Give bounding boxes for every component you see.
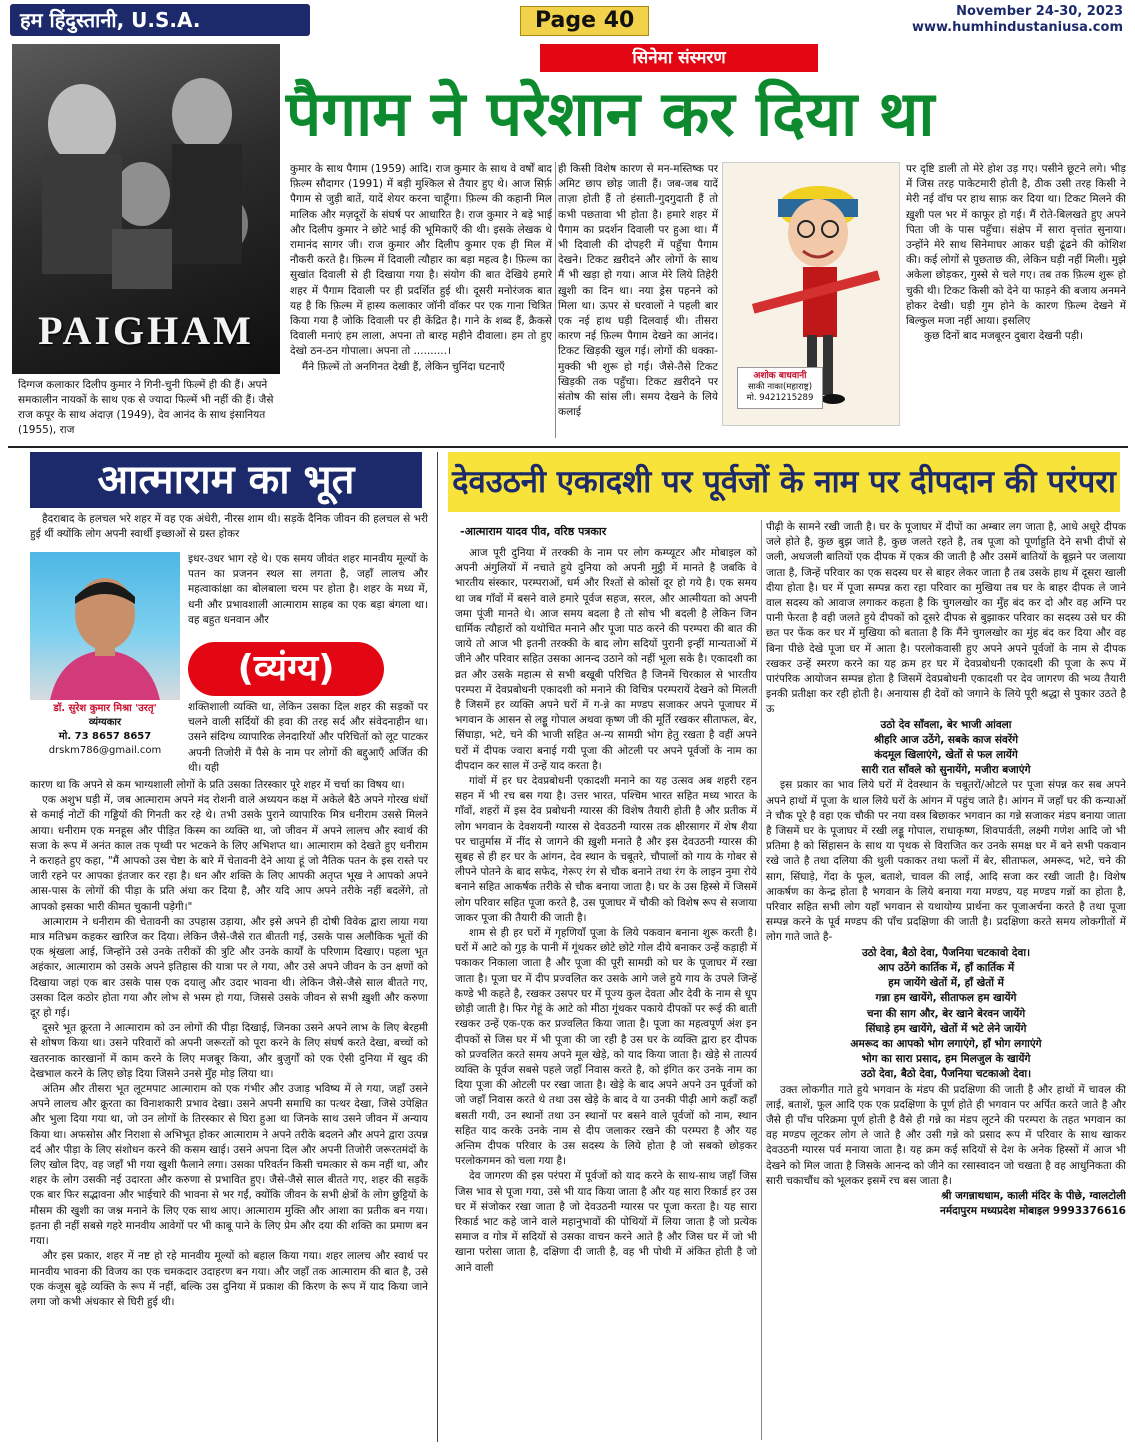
paragraph: आत्माराम ने धनीराम की चेतावनी का उपहास उड़ाया, और इसे अपने ही दोषी विवेक द्वारा लाया गया मात्र मतिभ्रम कहकर खारिज कर दिया। लेकिन जैसे-जैसे रात बीतती गई, उसके पास अलौकिक भूतों की एक श्रृंखला आई, जिन्होंने उसे उनके तरीकों की त्रुटि और उनके कार्यों के परिणाम दिखाए। पहला भूत अहंकार, आत्माराम को उसके अपने इतिहास की यात्रा पर ले गया, और उसे अपने जीवन के उन क्षणों को दिखाया जहां एक बार उसके पास एक दयालु और उदार भावना थी। लेकिन जैसे-जैसे साल बीतते गए, उसका दिल कठोर होता गया और लोभ से भस्म हो गया, जिससे उसके जीवन से सभी ख़ुशी और करुणा दूर हो गई।	[30, 915, 428, 1020]
devuthani-col-2	[766, 520, 1126, 1442]
paper-name: हम हिंदुस्तानी, U.S.A.	[10, 4, 310, 36]
paragraph: कारण था कि अपने से कम भाग्यशाली लोगों के प्रति उसका तिरस्कार पूरे शहर में चर्चा का विषय था।	[30, 779, 405, 791]
verse-line: हम जायेंगे खेतों में, हाँ खेतों में	[888, 977, 1004, 990]
column-rule	[555, 162, 556, 438]
paragraph: पीढ़ी के सामने रखी जाती है। घर के पूजाघर में दीपों का अम्बार लग जाता है, आधे अधूरे दीपक जले होते है, कुछ बुझ जाते है, कुछ जलते रहते है, तब पूजा को पूर्णाहुति देने सभी दीपों से जली, अधजली बातियों एक दीपक में एकत्र की जाती है और उसमें बातियों के बूझने पर जलाया जाता है, जिन्हें परिवार का एक सदस्य घर से बाहर लेकर जाता है तब उसके हाथ में दूसरा खाली दीया होता है। घर में पूजा सम्पन्न करा रहा परिवार का मुखिया तब घर के बाहर दीपक ले जाने वाल सदस्य को आवाज लगाकर कहता है कि चुगलखोर का मुँह बंद कर दो और वह अग्नि पर पानी फेरता है वही जलते हुये दीपकों को दूसरे दीपक से बुझाकर परिवार का सदस्य उसे घर की छत पर फेंक कर घर में मुखिया को बताता है कि मैंने चुगलखोर का मुंह बंद कर दिया और वह बिना पीछे देखे पूजा घर में आता है। परलोकवासी हुए अपने अपने पूर्वजों के नाम से दीपक रखकर उन्हें स्मरण करने का यह क्रम हर घर में देवप्रबोधनी एकादशी की पूजा के रूप में पारंपरिक आयोजन सम्पन्न होता है जिसमें देवप्रबोधनी एकादशी पर देव जागरण की भव्य तैयारी इनकी प्रतीक्षा कर रही होती है। अनायास ही देवों को जगाने के लिये पूरी श्रद्धा से पुकार उठते है ऊ	[766, 521, 1126, 716]
verse-line: सारी रात साँवले को सुनायेंगे, मजीरा बजाएंगे	[861, 764, 1031, 777]
verse-line: उठो देवा, बैठो देवा, पैजनिया चटकावो देवा।	[861, 946, 1031, 959]
paragraph: शक्तिशाली व्यक्ति था, लेकिन उसका दिल शहर की सड़कों पर चलने वाली सर्दियों की हवा की तरह सर्द और संवेदनाहीन था। उसने संदिग्ध व्यापारिक लेनदारियों और परिचितों को लूट पाटकर अपनी तिजोरी में पैसे के नाम पर लोगों की बद्दुआएँ अर्जित की थी। यही	[188, 701, 428, 774]
caricature-name: अशोक बाधवानी	[753, 371, 807, 381]
issue-date: November 24-30, 2023	[956, 4, 1123, 19]
paragraph: पर दृष्टि डाली तो मेरे होश उड़ गए। पसीने छूटने लगे। भीड़ में जिस तरह पाकेटमारी होती है, ठीक उसी तरह किसी ने मेरी नई वॉच पर हाथ साफ़ कर दिया था। टिकट मिलने की ख़ुशी पल भर में काफूर हो गई। मैं रोते-बिलखते हुए अपने पिता जी के पास पहुँचा। संक्षेप में सारा वृत्तांत सुनाया। उन्होंने मेरे साथ सिनेमाघर आकर घड़ी ढूंढने की कोशिश की। कई लोगों से पूछताछ की, लेकिन घड़ी नहीं मिली। मुझे अकेला छोड़कर, गुस्से से चले गए। तब तक फ़िल्म शुरू हो चुकी थी। टिकट किसी को देने या फाड़ने की बजाय अनमने होकर देखी। घड़ी गुम होने के कारण फ़िल्म देखने में बिल्कुल मजा नहीं आया। इसलिए	[906, 163, 1126, 328]
author-signature-address: श्री जगन्नाथधाम, काली मंदिर के पीछे, ग्वालटोली	[941, 1189, 1126, 1202]
caricature-phone: मो. 9421215289	[746, 393, 814, 403]
paragraph: दूसरे भूत क्रूरता ने आत्माराम को उन लोगों की पीड़ा दिखाई, जिनका उसने अपने लाभ के लिए बेरहमी से शोषण किया था। उसने परिवारों को अपनी जरूरतों को पूरा करने के लिए संघर्ष करते देखा, बच्चों को खतरनाक कारखानों में काम करने के लिए मजबूर किया, और बुज़ुर्गों को एक ऐसी दुनिया में खुद की देखभाल करने के लिए छोड़ दिया जिसने उनसे मुँह मोड़ लिया था।	[30, 1022, 428, 1080]
paragraph: इधर-उधर भाग रहे थे। एक समय जीवंत शहर मानवीय मूल्यों के पतन का प्रजनन स्थल सा लगता है, जहाँ लालच और महत्वाकांक्षा का बोलबाला चरम पर होता है। शहर के मध्य में, धनी और प्रभावशाली आत्माराम साहब का एक बड़ा बंगला था। वह बहुत धनवान और	[188, 553, 428, 626]
author-signature-contact: नर्मदापुरम मध्यप्रदेश मोबाइल 9993376616	[940, 1205, 1126, 1218]
paragraph: एक अशुभ घड़ी में, जब आत्माराम अपने मंद रोशनी वाले अध्ययन कक्ष में अकेले बैठे अपने गोरख धंधों से कमाई नोटों की गड्डियों की गिनती कर रहे थे। तभी उसके पुराने व्यापारिक मित्र धनीराम उससे मिलने आया। धनीराम एक मनहूस और पीड़ित किस्म का व्यक्ति था, जो जीवन में अपने लालच और स्वार्थ की सजा के रूप में अनंत काल तक पृथ्वी पर भटकने के लिए अभिशप्त था। आत्माराम को देखते हुए धनीराम ने कराहते हुए कहा, "मैं आपको उस चेष्टा के बारे में चेतावनी देने आया हूं जो नैतिक पतन के इस रास्ते पर जारी रहने पर आपका इंतजार कर रहा है। धन और शक्ति के लिए आपकी अतृप्त भूख ने आपको अपने आस-पास के लोगों की पीड़ा के प्रति अंधा कर दिया है, और यदि आप अपने तरीके नहीं बदलेंगे, तो आपको इसका भारी कीमत चुकानी पड़ेगी।"	[30, 794, 428, 913]
column-rule	[761, 520, 762, 1440]
paragraph: कुमार के साथ पैगाम (1959) आदि। राज कुमार के साथ वे वर्षों बाद फ़िल्म सौदागर (1991) में बड़ी मुश्किल से तैयार हुए थे। आज सिर्फ़ पैगाम से जुड़ी बातें, यादें शेयर करना चाहूँगा। फ़िल्म की कहानी मिल मालिक और मज़दूरों के संघर्ष पर आधारित है। राज कुमार ने बड़े भाई और दिलीप कुमार ने छोटे भाई की भूमिकाएँ की थी। इसके लेखक थे रामानंद सागर जी। राज कुमार और दिलीप कुमार एक ही मिल में नौकरी करते है। फ़िल्म में दिवाली त्यौहार का बड़ा महत्व है। फ़िल्म का सुखांत दिवाली से ही दिखाया गया है। संयोग की बात देखिये हमारे शहर में पैगाम दिवाली पर ही प्रदर्शित हुई थी। दूसरी मनोरंजक बात यह है कि फ़िल्म में हास्य कलाकार जॉनी वॉकर पर एक गाना चित्रित किया गया है जोकि दिवाली पर ही केंद्रित है। गाने के शब्द हैं, क्रैकसे दिवाली मनाएं हम लाला, अपना तो बारह महीने दीवाला। हम तो हुए देखो ठन-ठन गोपाला। अपना तो ..........।	[290, 163, 552, 358]
satire-badge: (व्यंग्य)	[188, 642, 384, 696]
caricature-name-card	[737, 367, 823, 409]
atmaram-side-top	[188, 552, 428, 640]
byline: -आत्माराम यादव पीव, वरिष्ठ पत्रकार	[460, 525, 607, 538]
main-headline: पैगाम ने परेशान कर दिया था	[286, 77, 935, 150]
top-article-col-2	[558, 162, 718, 440]
atmaram-intro	[30, 512, 428, 546]
author-portrait	[30, 552, 180, 700]
paragraph: मैंने फ़िल्में तो अनगिनत देखी हैं, लेकिन चुनिंदा घटनाएँ	[302, 360, 505, 373]
section-tag: सिनेमा संस्मरण	[540, 44, 818, 72]
author-caricature	[722, 162, 900, 426]
paragraph: कुछ दिनों बाद मजबूरन दुबारा देखनी पड़ी।	[924, 330, 1084, 343]
top-article-col-3	[906, 162, 1126, 440]
atmaram-body	[30, 778, 428, 1442]
poster-logo: PAIGHAM	[38, 308, 254, 353]
paragraph: हैदराबाद के हलचल भरे शहर में वह एक अंधेरी, नीरस शाम थी। सड़कें दैनिक जीवन की हलचल से भरी हुई थीं क्योंकि लोग अपनी स्वार्थी इच्छाओं से ग्रस्त होकर	[30, 513, 428, 541]
poster-caption: दिग्गज कलाकार दिलीप कुमार ने गिनी-चुनी फिल्में ही की हैं। अपने समकालीन नायकों के साथ एक से ज्यादा फिल्में भी नहीं की हैं। जैसे राज कपूर के साथ अंदाज़ (1949), देव आनंद के साथ इंसानियत (1955), राज	[18, 379, 274, 436]
author-phone: मो. 73 8657 8657	[58, 731, 152, 742]
paragraph: अंतिम और तीसरा भूत लूटमपाट आत्माराम को एक गंभीर और उजाड़ भविष्य में ले गया, जहाँ उसने अपने लालच और क्रूरता का विनाशकारी प्रभाव देखा। उसने अपनी समाधि का पत्थर देखा, जिसे उपेक्षित और भुला दिया गया था, जो उन लोगों के तिरस्कार से घिरा हुआ था जिनके साथ उसने जीवन में अन्याय किया था। अफसोस और निराशा से अभिभूत होकर आत्माराम ने अपने तरीके बदलने और अपने द्वारा उत्पन्न दर्द और पीड़ा के लिए संशोधन करने की कसम खाई। उसने अपना दिल और अपनी तिजोरी जरूरतमंदों के लिए खोल दिए, वह जहाँ भी गया खुशी फैलाने लगा। उसका परिवर्तन किसी चमत्कार से कम नहीं था, और शहर के लोग उसकी नई उदारता और करुणा से प्रभावित हुए। जैसे-जैसे साल बीतते गए, शहर की सड़कें एक बार फिर सद्भावना और भाईचारे की भावना से भर गईं, क्योंकि जीवन के सभी क्षेत्रों के लोग छुट्टियों के मौसम की खुशी का जश्न मनाने के लिए एक साथ आए। आत्माराम मुक्ति और आशा का प्रतीक बन गया। इतना ही नहीं सबसे गहरे मानवीय आवेगों पर भी काबू पाने के लिए प्रेम और दया की शक्ति का प्रमाण बन गया।	[30, 1083, 428, 1248]
author-name: डॉ. सुरेश कुमार मिश्रा 'उरतृ'	[53, 703, 157, 714]
author-role: व्यंग्यकार	[88, 717, 122, 728]
paragraph: आज पूरी दुनिया में तरक्की के नाम पर लोग कम्प्यूटर और मोबाइल को अपनी अंगुलियों में नचाते हुये दुनिया को अपनी मुट्ठी में मानते है जबकि वे भारतीय संस्कार, परम्पराओं, धर्म और रिश्तों से कोसों दूर हो गये है। एक समय था जब गाँवों में बसने वाले हमारे पूर्वज सहज, सरल, और आत्मीयता को अपनी जमा पूंजी मानते थे। आज समय बदला है तो सोच भी बदली है लेकिन जिन धार्मिक त्यौहारों को यथोचित मनाने और पूजा पाठ करने की परम्परा की बात की जाये तो आज भी इतनी तरक्की के बाद लोग सदियों पुरानी इन्हीं मान्यताओं में जीने और परिवार सहित उसका आनन्द उठाने को नहीं भूला सके है। एकादशी का व्रत और उसके महात्म से सभी बखूबी परिचित है जिनमें चिरकाल से भारतीय परम्परा में देवप्रबोधनी एकादशी को मनाने की विचित्र परम्परायें देखने को मिलती है जिसमें हर व्यक्ति अपने घरों में ग-न्ने का मण्डप सजाकर अपने पूजाघर में भगवान के आसन से लड्डू गोपाल अथवा कृष्ण जी की मूर्ति रखकर सीताफल, बेर, सिंघाड़ा, भटे, चने की भाजी सहित अ-न्य सामग्री भोग हेतु रखता है वहीं अपने घरों में दीपक ज्वारा बनाई गयी पूजा की ओटली पर अपने पूर्वजों के नाम का दीपदान कर साल में उन्हें याद करता है।	[455, 547, 757, 772]
paragraph: उक्त लोकगीत गाते हुये भगवान के मंडप की प्रदक्षिणा की जाती है और हाथों में चावल की लाई, बताशें, फूल आदि एक एक प्रदक्षिणा के पूर्ण होते ही भगवान पर अर्पित करते जाते है और जैसे ही पाँच परिक्रमा पूर्ण होती है वैसे ही गन्ने का मंडप लूटने की परम्परा के तहत भगवान का वह मण्डप लूटकर लोग ले जाते है और उसी गन्ने को प्रसाद रूप में परिवार के साथ खाकर देवउठनी ग्यारस पर्व मनाया जाता है। यह क्रम कई सदियों से देश के अनेक हिस्सों में आज भी देखने को मिल जाता है जिसके आनन्द को जीने का रसास्वादन जो चखता है वह आधुनिकता की सारी चकाचौंध को भूलकर इसमें रच बस जाता है।	[766, 1083, 1126, 1187]
paigham-poster-image	[12, 44, 280, 374]
masthead	[0, 0, 1135, 40]
page-number: Page 40	[520, 6, 649, 36]
author-photo	[30, 552, 180, 700]
paragraph: इस प्रकार का भाव लिये घरों में देवस्थान के चबूतरों/ओटले पर पूजा संपन्न कर सब अपने अपने हाथों में पूजा के थाल लिये घरों के आंगन में पहुंच जाते है। आंगन में जहाँ घर की कन्याओं ने चौक पूरे है वहा एक चौकी पर नया वस्त्र बिछाकर भगवान का गन्ने सजाकर मंडप बनाया जाता है जिसमें घर के पूजाघर में रखी लड्डू गोपाल, राधाकृष्ण, शिवपार्वती, लक्ष्मी गणेश आदि जो भी प्रतिमा है को सिंहासन के साथ या पृथक से विराजित कर उनके समक्ष घर में बने सभी पकवान रखे जाते है तथा दलिया की थुली पकाकर तथा फलों में बेर, सीताफल, अमरूद, भटे, चने की साग, सिंघाड़े, गेंदा के फूल, बताशे, चावल की लाई, आदि सजा कर रखी जाती है। विशेष आकर्षण का केन्द्र होता है भगवान के लिये बनाया गया मण्डप, यह मण्डप गन्नों का होता है, परिवार सहित सभी लोग यहाँ भगवान से यथायोग्य प्रार्थना कर पूजाअर्चना करते है तथा पूजा सम्पन्न करने के पूर्व मण्डप की पाँच प्रदक्षिणा की जाती है। प्रदक्षिणा करते समय लोकगीतों में लोग गाते जाते है-	[766, 779, 1126, 944]
top-article-col-1	[290, 162, 552, 440]
folk-verse-1	[766, 718, 1126, 779]
date-and-site	[912, 4, 1123, 36]
website-link[interactable]: www.humhindustaniusa.com	[911, 20, 1123, 35]
paragraph: और इस प्रकार, शहर में नष्ट हो रहे मानवीय मूल्यों को बहाल किया गया। शहर लालच और स्वार्थ पर मानवीय भावना की विजय का एक चमकदार उदाहरण बन गया। और जहाँ तक आत्माराम की बात है, उसे एक कंजूस बूढ़े व्यक्ति के रूप में नहीं, बल्कि उस दुनिया में प्रकाश की किरण के रूप में याद किया जाने लगा जो कभी अंधकार से घिरी हुई थी।	[30, 1250, 428, 1308]
verse-line: सिंघाड़े हम खायेंगे, खेतों में भटे लेने जायेंगे	[865, 1022, 1027, 1035]
caricature-address: साकी नाका(महाराष्ट्र)	[747, 382, 813, 392]
column-rule	[437, 452, 438, 1442]
verse-line: कंदमूल खिलाएंगे, खेतों से फल लायेंगे	[874, 749, 1018, 762]
folk-verse-2	[766, 946, 1126, 1083]
author-email[interactable]: drskm786@gmail.com	[48, 745, 162, 756]
devuthani-col-1	[455, 546, 757, 1442]
verse-line: चना की साग और, बेर खाने बेरवन जायेंगे	[866, 1007, 1026, 1020]
section-divider	[8, 446, 1128, 448]
verse-line: भोग का सारा प्रसाद, हम मिलजुल के खायेंगे	[861, 1053, 1031, 1066]
devuthani-title: देवउठनी एकादशी पर पूर्वजों के नाम पर दीपदान की परंपरा	[448, 452, 1120, 512]
atmaram-title: आत्माराम का भूत	[30, 452, 422, 508]
paragraph: गांवों में हर घर देवप्रबोधनी एकादशी मनाने का यह उत्सव अब शहरी रहन सहन में भी रच बस गया है। उत्तर भारत, पश्चिम भारत सहित मध्य भारत के गाँवों, शहरों में इस देव प्रबोधनी ग्यारस की विशेष तैयारी होती है और प्रतीक में लोग भगवान के देवशयनी ग्यारस से देवउठनी ग्यारस तक क्षीरसागर में शेष शैया पर चातुर्मास में नींद से जागने की ख़ुशी मनाते है और इस देवउठनी ग्यारस की सुबह से ही हर घर के आंगन, देव स्थान के चबूतरे, चौपालों को गाय के गोबर से लीपने पोतने के बाद सफेद, गेरूए रंग से चौक बनाने तथा रंग के लाइन नुमा रोये बनाने सहित आकर्षक तरीके से चौक बनाया जाता है। घर के उस हिस्से में जिसमें लोग परिवार सहित पूजा करते है, उस पूजाघर में चौकी को विशेष रूप से सजाया जाकर पूजा की तैयारी की जाती है।	[455, 775, 757, 924]
atmaram-side-bottom	[188, 700, 428, 778]
verse-line: गन्ना हम खायेंगे, सीताफल हम खायेंगे	[875, 992, 1017, 1005]
author-info	[30, 702, 180, 758]
verse-line: अमरूद का आपको भोग लगाएंगे, हाँ भोग लगाएंगे	[850, 1037, 1042, 1050]
verse-line: आप उठेंगे कार्तिक में, हाँ कार्तिक में	[877, 961, 1015, 974]
paragraph: देव जागरण की इस परंपरा में पूर्वजों को याद करने के साथ-साथ जहाँ जिस जिस भाव से पूजा गया, उसे भी याद किया जाता है और यह सारा रिकार्ड हर उस घर में संजोकर रखा जाता है जो देवउठनी ग्यारस पर पूजा करता है। यह सारा रिकार्ड भाट कहे जाने वाले महानुभावों की पोथियों में लिया जाता है जो प्रत्येक समाज व गोत्र में सदियों से उसका वाचन करने आते है और जिस घर में जो भी खाना परोसा जाता है, दक्षिणा दी जाती है, वह भी पोथी में अंकित होती है जो आने वाली	[455, 1170, 757, 1274]
paragraph: ही किसी विशेष कारण से मन-मस्तिष्क पर अमिट छाप छोड़ जाती हैं। जब-जब यादें ताज़ा होती हैं तो हंसाती-गुदगुदाती हैं तो कभी पछतावा भी होता है। हमारे शहर में पैगाम का प्रदर्शन दिवाली पर हुआ था। मैं भी दिवाली की दोपहरी में पहुँचा पैगाम देखने। टिकट ख़रीदने और लोगों के साथ मैं भी खड़ा हो गया। आज मेरे लिये तिहेरी ख़ुशी का दिन था। नया ड्रेस पहनने को मिला था। ऊपर से घरवालों ने पहली बार एक नई हाथ घड़ी दिलवाई थी। तीसरा कारण नई फ़िल्म पैगाम देखने का आनंद। टिकट खिड़की खुल गई। लोगों की धक्का-मुक्की भी शुरू हो गई। जैसे-तैसे टिकट खिड़की तक पहुँचा। टिकट ख़रीदने पर संतोष की सांस ली। समय देखने के लिये कलाई	[558, 163, 718, 419]
verse-line: श्रीहरि आज उठेंगे, सबके काज संवरेंगे	[873, 733, 1019, 746]
verse-line: उठो देवा, बैठो देवा, पैजनिया चटकाओ देवा।	[860, 1068, 1032, 1081]
verse-line: उठो देव साँवला, बेर भाजी आंवला	[880, 718, 1012, 731]
paragraph: शाम से ही हर घरों में गृहणियाँ पूजा के लिये पकवान बनाना शुरू करती है। घरों में आटे को गुड़ के पानी में गूंथकर छोटे छोटे गोल दीये बनाकर उन्हें कड़ाही में पकाकर निकाला जाता है और पूजा की पूरी सामग्री को घर के पूजाघर में रखा जाता है। पूजा घर में दीप प्रज्वलित कर उसके आगे जले हुये गाय के उपले जिन्हें कण्डे भी कहते है, रखकर उसपर घर में पूज्य कुल देवता और देवी के नाम से धूप छोड़ी जाती है। फिर गेहूं के आटे को मीठा गूंथकर पकाये दीपकों पर रूई की बाती रखकर उन्हें एक-एक कर प्रज्वलित किया जाता है। पूजा का महत्वपूर्ण अंश इन दीपकों से जिस घर में भी पूजा की जा रही है उस घर के व्यक्ति द्वारा हर दीपक को प्रज्वलित करते समय अपने मूल खेड़े, को याद किया जाता है। खेड़े से तात्पर्य व्यक्ति के पूर्वज सबसे पहले जहाँ निवास करते है, को इंगित कर उनके नाम का दिया पूजा की ओटली पर रखा जाता है। खेड़े के बाद अपने अपने उन पूर्वजों को जो जहाँ निवास करते थे तथा उस खेड़े के बाद वे या उनकी पीढ़ी आगे कहाँ कहाँ बसती गयी, उन स्थानों तथा उन स्थानों पर बसने वाले पूर्वजों को नाम, स्थान सहित याद करके उनके नाम से दीप जलाकर रखने की परम्परा है और यह अन्तिम दीपक परिवार के उस सदस्य के लिये होता है जो सबको छोड़कर परलोकगमन को चला गया है।	[455, 927, 757, 1168]
